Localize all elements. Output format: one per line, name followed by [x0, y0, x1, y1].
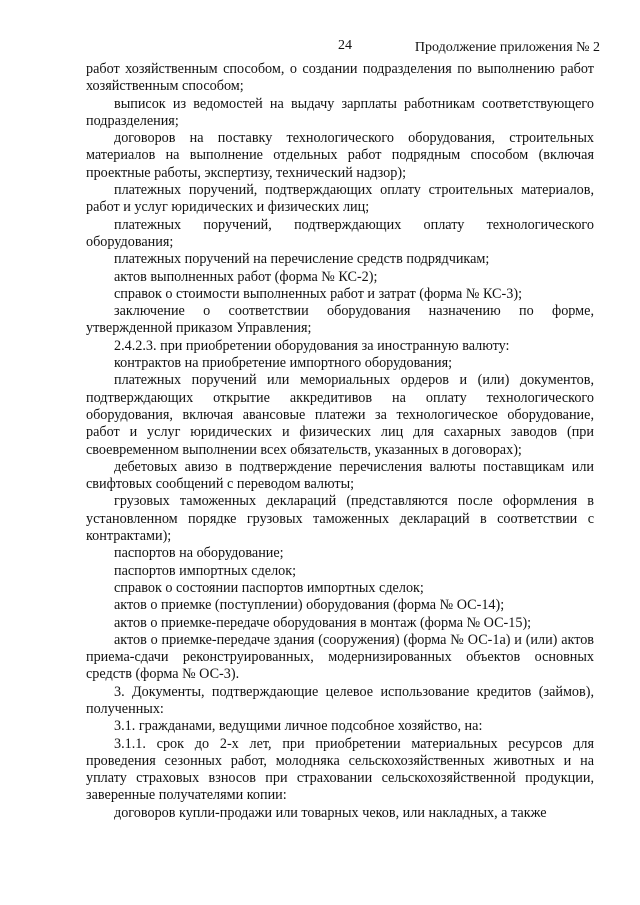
- paragraph: заключение о соответствии оборудования назначению по форме, утвержденной приказом Управления;: [86, 303, 594, 337]
- paragraph: контрактов на приобретение импортного оборудования;: [114, 355, 453, 372]
- paragraph: актов о приемке (поступлении) оборудования (форма № ОС-14);: [114, 597, 505, 614]
- paragraph: дебетовых авизо в подтверждение перечисления валюты поставщикам или свифтовых сообщений с переводом валюты;: [86, 458, 594, 493]
- paragraph: платежных поручений или мемориальных ордеров и (или) документов, подтверждающих открытие аккредитивов на оплату технологического оборудования, включая авансовые платежи за технологическое оборудование, работ и услуг юридических и физических лиц для сахарных заводов (при своевременном выполнении всех обязательств, указанных в договорах);: [86, 372, 594, 458]
- paragraph: 3.1. гражданами, ведущими личное подсобное хозяйство, на:: [114, 718, 483, 735]
- paragraph: договоров на поставку технологического оборудования, строительных материалов на выполнение отдельных работ подрядным способом (включая проектные работы, экспертизу, технический надзор);: [86, 130, 594, 181]
- paragraph: договоров купли-продажи или товарных чеков, или накладных, а также: [114, 804, 547, 821]
- page-number: 24: [338, 38, 352, 53]
- paragraph: платежных поручений на перечисление средств подрядчикам;: [114, 251, 490, 268]
- paragraph: 2.4.2.3. при приобретении оборудования за иностранную валюту:: [114, 337, 510, 354]
- paragraph: справок о состоянии паспортов импортных сделок;: [114, 579, 424, 596]
- paragraph: актов выполненных работ (форма № КС-2);: [114, 268, 378, 285]
- paragraph: выписок из ведомостей на выдачу зарплаты работникам соответствующего подразделения;: [86, 95, 594, 129]
- paragraph: платежных поручений, подтверждающих оплату строительных материалов, работ и услуг юридических и физических лиц;: [86, 182, 594, 216]
- paragraph: справок о стоимости выполненных работ и затрат (форма № КС-3);: [114, 285, 523, 302]
- paragraph: 3. Документы, подтверждающие целевое использование кредитов (займов), полученных:: [86, 683, 594, 717]
- paragraph: работ хозяйственным способом, о создании подразделения по выполнению работ хозяйственным способом;: [86, 61, 594, 95]
- paragraph: платежных поручений, подтверждающих оплату технологического оборудования;: [86, 216, 594, 250]
- running-head: Продолжение приложения № 2: [414, 40, 600, 55]
- paragraph: паспортов на оборудование;: [114, 545, 284, 562]
- paragraph: грузовых таможенных деклараций (представляются после оформления в установленном порядке грузовых таможенных деклараций в соответствии с контрактами);: [86, 493, 594, 545]
- paragraph: актов о приемке-передаче оборудования в монтаж (форма № ОС-15);: [114, 614, 532, 631]
- paragraph: паспортов импортных сделок;: [114, 562, 297, 579]
- paragraph: 3.1.1. срок до 2-х лет, при приобретении материальных ресурсов для проведения сезонных работ, молодняка сельскохозяйственных животных и на уплату страховых взносов при страховании сельскохозяйственной продукции, заверенные получателями копии:: [86, 735, 594, 804]
- document-body: [86, 61, 594, 822]
- paragraph: актов о приемке-передаче здания (сооружения) (форма № ОС-1а) и (или) актов приема-сдачи реконструированных, модернизированных объектов основных средств (форма № ОС-3).: [86, 631, 594, 683]
